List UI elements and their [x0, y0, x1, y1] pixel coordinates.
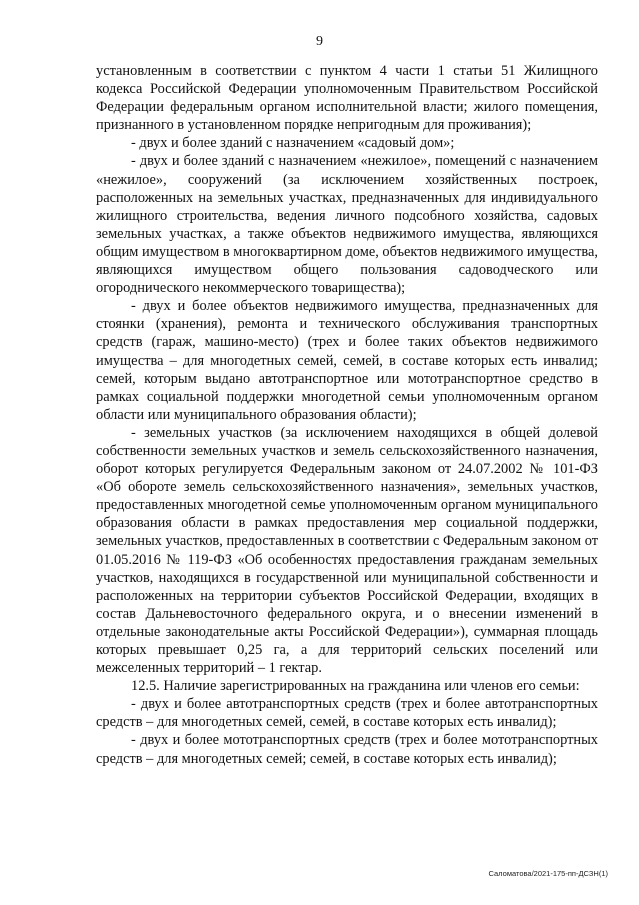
document-body — [96, 62, 598, 768]
document-footer-code: Саломатова/2021-175-пп-ДСЗН(1) — [488, 869, 608, 878]
list-item-garden-house: - двух и более зданий с назначением «садовый дом»; — [131, 135, 455, 152]
list-item-non-residential: - двух и более зданий с назначением «нежилое», помещений с назначением «нежилое», сооружений (за исключением хозяйственных построек, расположенных на земельных участках, предназначенных для индивидуального жилищного строительства, ведения личного подсобного хозяйства, садовых земельных участках, а также объектов недвижимого имущества, являющихся общим имуществом в многоквартирном доме, объектов недвижимого имущества, являющихся имуществом общего пользования садоводческого или огороднического некоммерческого товарищества); — [96, 153, 598, 297]
section-12-5-heading: 12.5. Наличие зарегистрированных на гражданина или членов его семьи: — [131, 678, 580, 695]
list-item-land-plots: - земельных участков (за исключением находящихся в общей долевой собственности земельных участков и земель сельскохозяйственного назначения, оборот которых регулируется Федеральным законом от 24.07.2002 № 101-ФЗ «Об обороте земель сельскохозяйственного назначения», земельных участков, предоставленных многодетной семье уполномоченным органом муниципального образования области в рамках предоставления мер социальной поддержки, земельных участков, предоставленных в соответствии с Федеральным законом от 01.05.2016 № 119-ФЗ «Об особенностях предоставления гражданам земельных участков, находящихся в государственной или муниципальной собственности и расположенных на территории субъектов Российской Федерации, входящих в состав Дальневосточного федерального округа, и о внесении изменений в отдельные законодательные акты Российской Федерации»), суммарная площадь которых превышает 0,25 га, а для территорий сельских поселений или межселенных территорий – 1 гектар. — [96, 424, 598, 677]
list-item-motorcycles: - двух и более мототранспортных средств (трех и более мототранспортных средств – для многодетных семей; семей, в составе которых есть инвалид); — [96, 732, 598, 767]
list-item-motor-vehicles: - двух и более автотранспортных средств (трех и более автотранспортных средств – для многодетных семей, семей, в составе которых есть инвалид); — [96, 696, 598, 731]
list-item-vehicle-storage: - двух и более объектов недвижимого имущества, предназначенных для стоянки (хранения), ремонта и технического обслуживания транспортных средств (гараж, машино-место) (трех и более таких объектов недвижимого имущества – для многодетных семей, семей, в составе которых есть инвалид; семей, которым выдано автотранспортное или мототранспортное средство в рамках социальной поддержки многодетной семьи уполномоченным органом области или муниципального образования области); — [96, 298, 598, 423]
page-number: 9 — [316, 34, 323, 49]
paragraph-continuation: установленным в соответствии с пунктом 4 части 1 статьи 51 Жилищного кодекса Российской Федерации уполномоченным Правительством Российской Федерации федеральным органом исполнительной власти; жилого помещения, признанного в установленном порядке непригодным для проживания); — [96, 63, 598, 134]
